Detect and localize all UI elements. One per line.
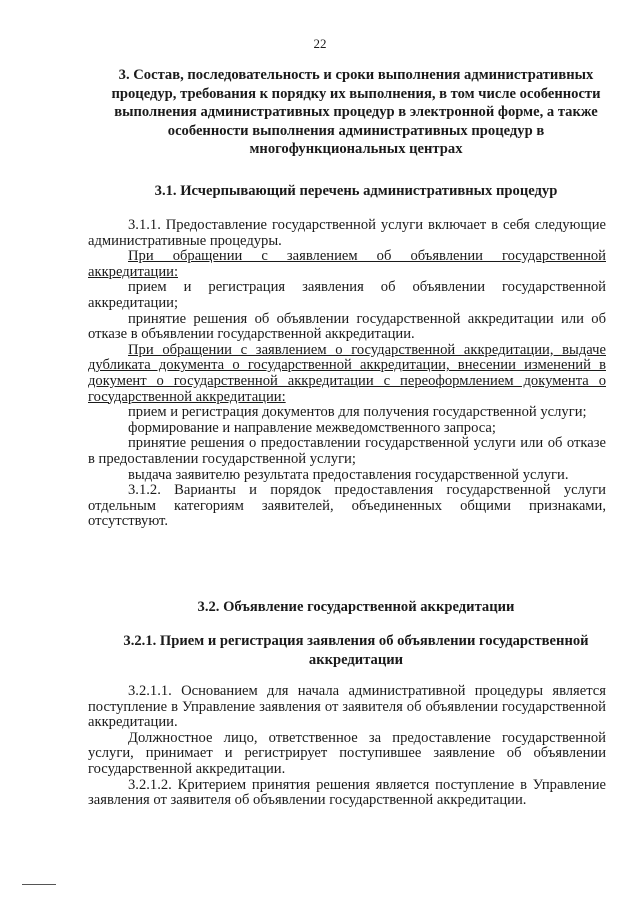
paragraph: формирование и направление межведомственного запроса; — [128, 419, 496, 436]
paragraph: прием и регистрация документов для получения государственной услуги; — [128, 404, 587, 421]
footer-scan-mark — [22, 884, 56, 885]
section-3-1-title: 3.1. Исчерпывающий перечень административных процедур — [154, 183, 558, 199]
paragraph: 3.1.1. Предоставление государственной услуги включает в себя следующие административные процедуры. — [88, 217, 606, 249]
paragraph: принятие решения о предоставлении государственной услуги или об отказе в предоставлении государственной услуги; — [88, 435, 606, 467]
paragraph: 3.1.2. Варианты и порядок предоставления государственной услуги отдельным категориям заявителей, объединенных общими признаками, отсутствуют. — [88, 482, 606, 530]
section-3-1-body — [88, 218, 606, 530]
section-3-2-1-title: 3.2.1. Прием и регистрация заявления об объявлении государственной аккредитации — [123, 633, 589, 668]
paragraph: выдача заявителю результата предоставления государственной услуги. — [128, 466, 569, 483]
paragraph: 3.2.1.2. Критерием принятия решения является поступление в Управление заявления от заявителя об объявлении государственной аккредитации. — [88, 776, 606, 809]
paragraph: принятие решения об объявлении государственной аккредитации или об отказе в объявлении государственной аккредитации. — [88, 310, 606, 343]
section-3-title: 3. Состав, последовательность и сроки выполнения административных процедур, требования к порядку их выполнения, в том числе особенности выполнения административных процедур в электронной форме, а также особенности выполнения административных процедур в многофункциональных центрах — [111, 67, 601, 158]
paragraph: Должностное лицо, ответственное за предоставление государственной услуги, принимает и регистрирует поступившее заявление об объявлении государственной аккредитации. — [88, 729, 606, 777]
underlined-paragraph: При обращении с заявлением о государственной аккредитации, выдаче дубликата документа о государственной аккредитации, внесении изменений в документ о государственной аккредитации с переоформлением документа о государственной аккредитации: — [88, 341, 606, 405]
section-3-2-1-body — [88, 684, 606, 809]
paragraph: прием и регистрация заявления об объявлении государственной аккредитации; — [88, 279, 606, 311]
paragraph: 3.2.1.1. Основанием для начала административной процедуры является поступление в Управление заявления от заявителя об объявлении государственной аккредитации. — [88, 683, 606, 731]
page-number: 22 — [313, 36, 327, 51]
section-3-2-title: 3.2. Объявление государственной аккредитации — [197, 599, 515, 615]
underlined-paragraph: При обращении с заявлением об объявлении государственной аккредитации: — [88, 248, 606, 280]
